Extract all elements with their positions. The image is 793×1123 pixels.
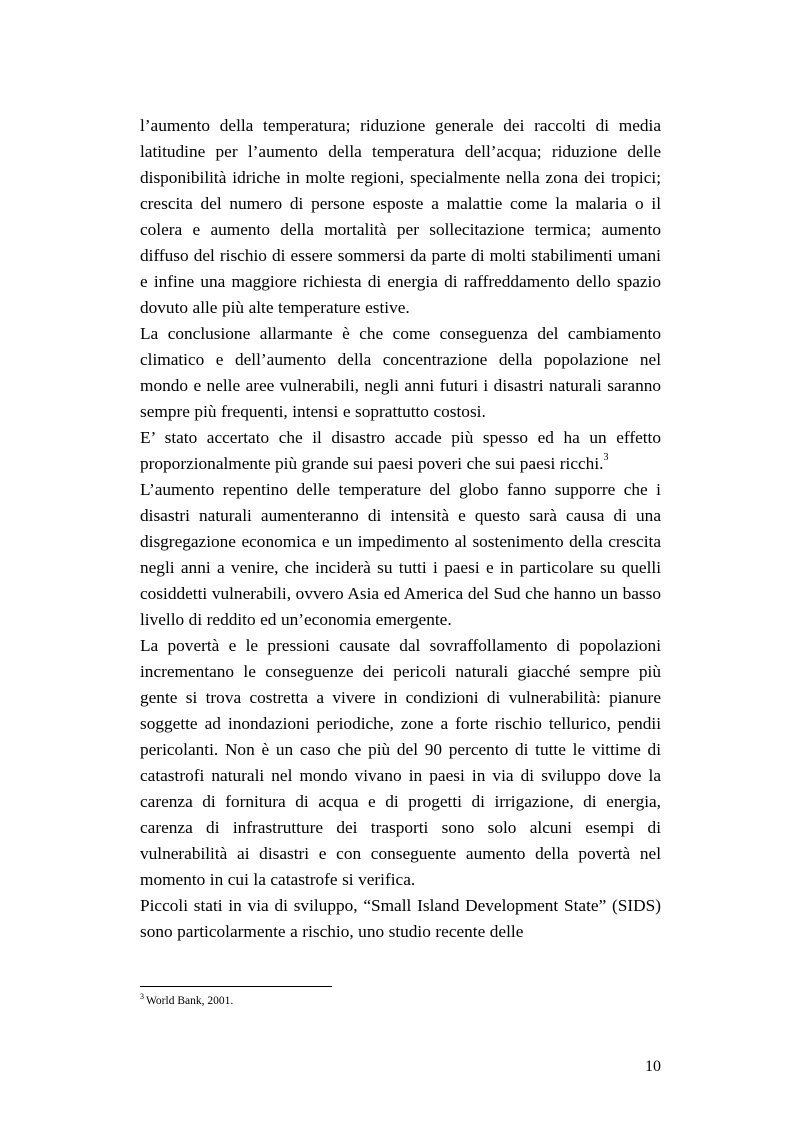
- footnote-text: World Bank, 2001.: [146, 995, 234, 1007]
- paragraph-text: E’ stato accertato che il disastro accade più spesso ed ha un effetto proporzionalmente più grande sui paesi poveri che sui paesi ricchi.: [140, 428, 661, 473]
- footnote-marker: 3: [140, 992, 144, 1001]
- paragraph: Piccoli stati in via di sviluppo, “Small Island Development State” (SIDS) sono particolarmente a rischio, uno studio recente delle: [140, 896, 661, 941]
- paragraph: [140, 425, 661, 477]
- footnote-separator: [140, 986, 332, 987]
- footnote-reference: 3: [603, 452, 609, 463]
- paragraph: La povertà e le pressioni causate dal sovraffollamento di popolazioni incrementano le conseguenze dei pericoli naturali giacché sempre più gente si trova costretta a vivere in condizioni di vulnerabilità: pianure soggette ad inondazioni periodiche, zone a forte rischio tellurico, pendii pericolanti. Non è un caso che più del 90 percento di tutte le vittime di catastrofi naturali nel mondo vivano in paesi in via di sviluppo dove la carenza di fornitura di acqua e di progetti di irrigazione, di energia, carenza di infrastrutture dei trasporti sono solo alcuni esempi di vulnerabilità ai disastri e con conseguente aumento della povertà nel momento in cui la catastrofe si verifica.: [140, 636, 661, 889]
- paragraph: La conclusione allarmante è che come conseguenza del cambiamento climatico e dell’aumento della concentrazione della popolazione nel mondo e nelle aree vulnerabili, negli anni futuri i disastri naturali saranno sempre più frequenti, intensi e soprattutto costosi.: [140, 324, 661, 421]
- footnote: [140, 994, 661, 1008]
- body-text: [140, 113, 661, 945]
- paragraph: l’aumento della temperatura; riduzione generale dei raccolti di media latitudine per l’aumento della temperatura dell’acqua; riduzione delle disponibilità idriche in molte regioni, specialmente nella zona dei tropici; crescita del numero di persone esposte a malattie come la malaria o il colera e aumento della mortalità per sollecitazione termica; aumento diffuso del rischio di essere sommersi da parte di molti stabilimenti umani e infine una maggiore richiesta di energia di raffreddamento dello spazio dovuto alle più alte temperature estive.: [140, 116, 661, 317]
- paragraph: L’aumento repentino delle temperature del globo fanno supporre che i disastri naturali aumenteranno di intensità e questo sarà causa di una disgregazione economica e un impedimento al sostenimento della crescita negli anni a venire, che inciderà su tutti i paesi e in particolare su quelli cosiddetti vulnerabili, ovvero Asia ed America del Sud che hanno un basso livello di reddito ed un’economia emergente.: [140, 480, 661, 629]
- page-number: 10: [645, 1058, 661, 1075]
